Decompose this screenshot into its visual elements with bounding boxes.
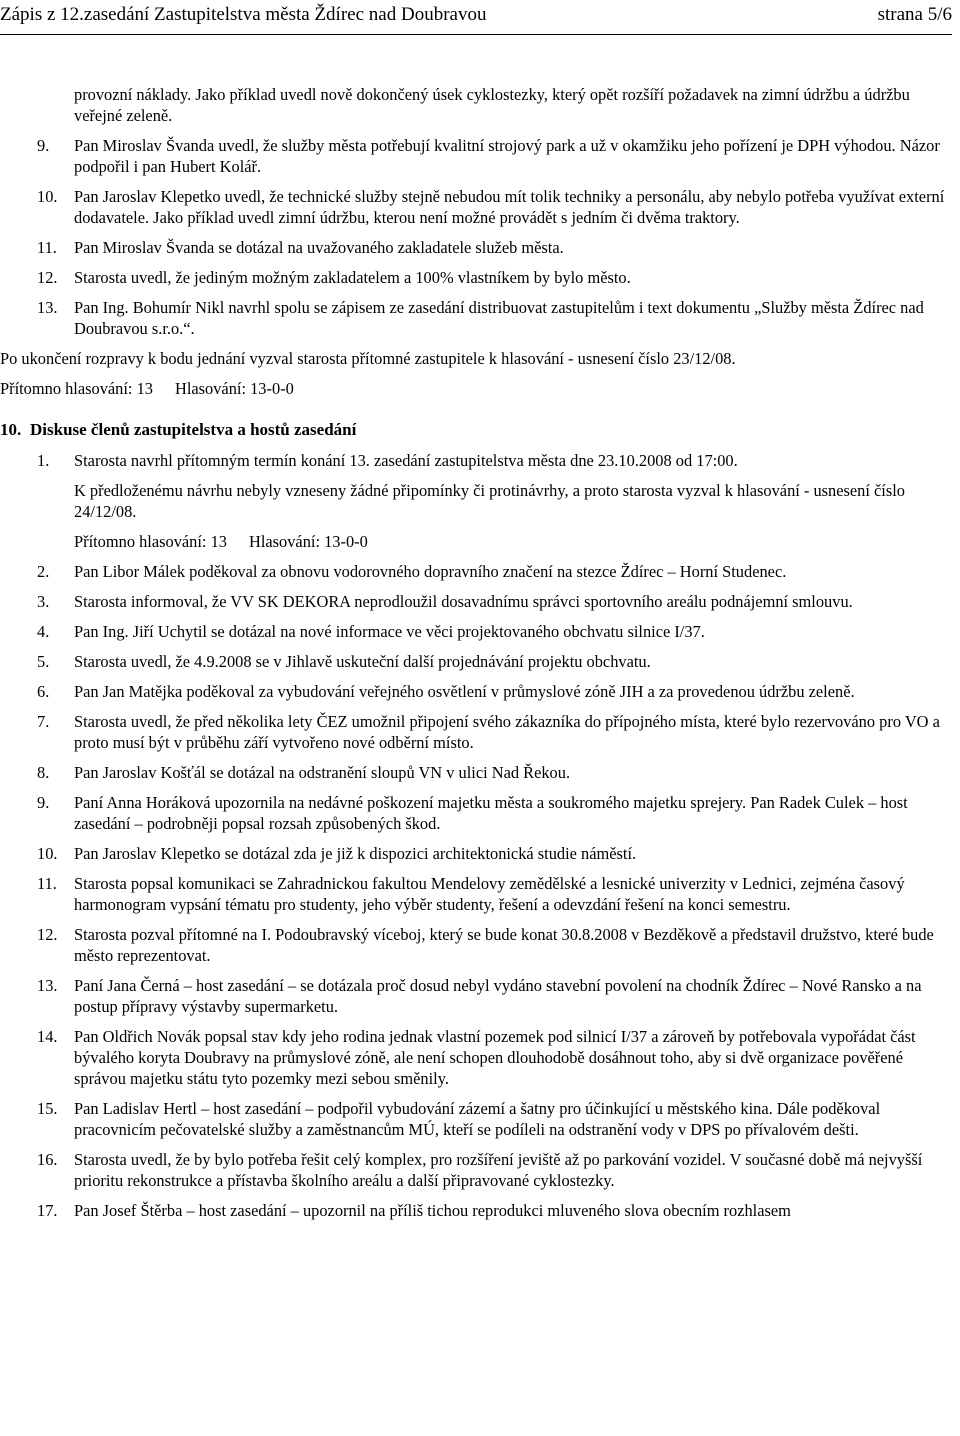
- item-number: 10.: [37, 187, 58, 206]
- list-item: [0, 873, 952, 915]
- item-number: 13.: [37, 298, 58, 317]
- item-number: 9.: [37, 136, 50, 155]
- item-number: 14.: [37, 1027, 58, 1046]
- list-item: [0, 1098, 952, 1140]
- continuation-paragraph: provozní náklady. Jako příklad uvedl nově dokončený úsek cyklostezky, který opět rozšíří požadavek na zimní údržbu a údržbu veřejné zeleně.: [74, 85, 910, 125]
- section-title: Diskuse členů zastupitelstva a hostů zasedání: [30, 420, 357, 439]
- item-text: Starosta uvedl, že jediným možným zakladatelem a 100% vlastníkem by bylo město.: [74, 268, 631, 287]
- item-followup: K předloženému návrhu nebyly vzneseny žádné připomínky či protinávrhy, a proto starosta vyzval k hlasování - usnesení číslo 24/12/08.: [74, 481, 905, 521]
- vote-present: Přítomno hlasování: 13: [0, 379, 153, 398]
- item-text: Pan Ing. Jiří Uchytil se dotázal na nové informace ve věci projektovaného obchvatu silnice I/37.: [74, 622, 705, 641]
- page-header: [0, 4, 952, 35]
- section-number: 10.: [0, 420, 22, 439]
- list-item: [0, 186, 952, 228]
- item-number: 10.: [37, 844, 58, 863]
- list-item: [0, 1026, 952, 1089]
- list-item: [0, 711, 952, 753]
- item-number: 12.: [37, 925, 58, 944]
- item-text: Starosta popsal komunikaci se Zahradnickou fakultou Mendelovy zemědělské a lesnické univerzity v Lednici, zejména časový harmonogram vypsání tématu pro studenty, jeho výběr studenty, řešení a odevzdání řešení na konci semestru.: [74, 874, 905, 914]
- item-text: Pan Miroslav Švanda se dotázal na uvažovaného zakladatele služeb města.: [74, 238, 564, 257]
- vote-line: [0, 378, 952, 399]
- document-body: [0, 84, 952, 1230]
- item-text: Pan Jaroslav Košťál se dotázal na odstranění sloupů VN v ulici Nad Řekou.: [74, 763, 571, 782]
- discussion-list-b: [0, 561, 952, 1221]
- item-text: Pan Ing. Bohumír Nikl navrhl spolu se zápisem ze zasedání distribuovat zastupitelům i text dokumentu „Služby města Ždírec nad Doubravou s.r.o.“.: [74, 298, 924, 338]
- item-text: Starosta informoval, že VV SK DEKORA neprodloužil dosavadnímu správci sportovního areálu podnájemní smlouvu.: [74, 592, 853, 611]
- item-text: Starosta navrhl přítomným termín konání 13. zasedání zastupitelstva města dne 23.10.2008 od 17:00.: [74, 451, 738, 470]
- list-item: [0, 843, 952, 864]
- item-number: 11.: [37, 238, 57, 257]
- list-item: [0, 651, 952, 672]
- list-item: [0, 924, 952, 966]
- list-item: [0, 267, 952, 288]
- item-text: Pan Josef Štěrba – host zasedání – upozornil na příliš tichou reprodukci mluveného slova obecním rozhlasem: [74, 1201, 791, 1220]
- item-text: Pan Jaroslav Klepetko uvedl, že technické služby stejně nebudou mít tolik techniky a personálu, aby nebylo potřeba využívat externí dodavatele. Jako příklad uvedl zimní údržbu, kterou není možné provádět s jedním či dvěma traktory.: [74, 187, 945, 227]
- item-text: Paní Jana Černá – host zasedání – se dotázala proč dosud nebyl vydáno stavební povolení na chodník Ždírec – Nové Ransko a na postup přípravy výstavby supermarketu.: [74, 976, 922, 1016]
- item-number: 4.: [37, 622, 50, 641]
- list-item: [0, 792, 952, 834]
- item-number: 2.: [37, 562, 50, 581]
- item-number: 12.: [37, 268, 58, 287]
- list-item: [0, 1149, 952, 1191]
- item-number: 11.: [37, 874, 57, 893]
- list-item: [0, 762, 952, 783]
- item-number: 13.: [37, 976, 58, 995]
- item-text: Paní Anna Horáková upozornila na nedávné poškození majetku města a soukromého majetku sprejery. Pan Radek Culek – host zasedání – podrobněji popsal rozsah způsobených škod.: [74, 793, 908, 833]
- vote-result: Hlasování: 13-0-0: [174, 379, 294, 398]
- list-item: [0, 681, 952, 702]
- item-number: 15.: [37, 1099, 58, 1118]
- section-heading: [0, 419, 952, 440]
- item-number: 17.: [37, 1201, 58, 1220]
- item-number: 9.: [37, 793, 50, 812]
- item-text: Pan Oldřich Novák popsal stav kdy jeho rodina jednak vlastní pozemek pod silnicí I/37 a zároveň by potřebovala vypořádat část bývalého koryta Doubravy na průmyslové zóně, ale není schopen dlouhodobě dosáhnout toho, aby si dvě organizace pověřené správou majetku státu tyto pozemky mezi sebou směnily.: [74, 1027, 916, 1088]
- list-item: [0, 591, 952, 612]
- list-item: [0, 561, 952, 582]
- item-number: 3.: [37, 592, 50, 611]
- item-text: Pan Jaroslav Klepetko se dotázal zda je již k dispozici architektonická studie náměstí.: [74, 844, 637, 863]
- item-text: Starosta pozval přítomné na I. Podoubravský víceboj, který se bude konat 30.8.2008 v Bezděkově a představil družstvo, které bude město reprezentovat.: [74, 925, 934, 965]
- item-text: Pan Libor Málek poděkoval za obnovu vodorovného dopravního značení na stezce Ždírec – Horní Studenec.: [74, 562, 787, 581]
- item-number: 1.: [37, 451, 50, 470]
- item-text: Pan Jan Matějka poděkoval za vybudování veřejného osvětlení v průmyslové zóně JIH a za provedenou údržbu zeleně.: [74, 682, 855, 701]
- list-item: [0, 135, 952, 177]
- item-number: 16.: [37, 1150, 58, 1169]
- item-text: Starosta uvedl, že před několika lety ČEZ umožnil připojení svého zákazníka do přípojného místa, které bylo rezervováno pro VO a proto musí být v průběhu září vytvořeno nové odběrní místo.: [74, 712, 940, 752]
- list-item: [0, 450, 952, 471]
- list-item: [0, 975, 952, 1017]
- list-item: [0, 297, 952, 339]
- item-number: 5.: [37, 652, 50, 671]
- discussion-list-a: [0, 135, 952, 339]
- item-text: Starosta uvedl, že 4.9.2008 se v Jihlavě uskuteční další projednávání projektu obchvatu.: [74, 652, 651, 671]
- vote-present: Přítomno hlasování: 13: [74, 532, 227, 551]
- item-number: 7.: [37, 712, 50, 731]
- document-title: Zápis z 12.zasedání Zastupitelstva města Ždírec nad Doubravou: [0, 4, 487, 25]
- item-text: Starosta uvedl, že by bylo potřeba řešit celý komplex, pro rozšíření jeviště až po parkování vozidel. V současné době má nejvyšší prioritu rekonstrukce a přístavba školního areálu a další připravované cyklostezky.: [74, 1150, 923, 1190]
- list-item: [0, 237, 952, 258]
- item-text: Pan Miroslav Švanda uvedl, že služby města potřebují kvalitní strojový park a už v okamžiku jeho pořízení je DPH výhodou. Názor podpořil i pan Hubert Kolář.: [74, 136, 940, 176]
- item-number: 6.: [37, 682, 50, 701]
- list-item: [0, 1200, 952, 1221]
- item-text: Pan Ladislav Hertl – host zasedání – podpořil vybudování zázemí a šatny pro účinkující u městského kina. Dále poděkoval pracovnicím pečovatelské služby a zaměstnancům MÚ, kteří se podíleli na odstranění vody v DPS po přívalovém dešti.: [74, 1099, 881, 1139]
- vote-line: [0, 531, 952, 552]
- page-number: strana 5/6: [877, 4, 952, 25]
- resolution-paragraph: Po ukončení rozpravy k bodu jednání vyzval starosta přítomné zastupitele k hlasování - usnesení číslo 23/12/08.: [0, 349, 736, 368]
- vote-result: Hlasování: 13-0-0: [248, 532, 368, 551]
- item-number: 8.: [37, 763, 50, 782]
- list-item: [0, 621, 952, 642]
